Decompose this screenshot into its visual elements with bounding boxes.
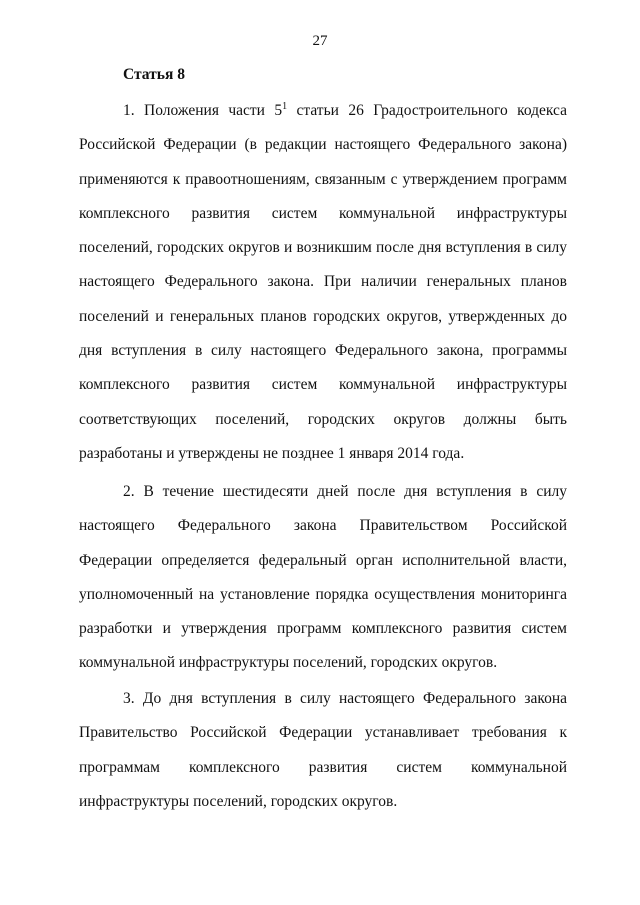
paragraph-1 bbox=[79, 94, 567, 471]
page-number: 27 bbox=[312, 33, 328, 49]
paragraph-3: 3. До дня вступления в силу настоящего Федерального закона Правительство Российской Федерации устанавливает требования к программам комплексного развития систем коммунальной инфраструктуры поселений, городских округов. bbox=[79, 690, 567, 810]
paragraph-1-start: 1. Положения части 5 bbox=[123, 102, 283, 119]
paragraph-2: 2. В течение шестидесяти дней после дня вступления в силу настоящего Федерального закона Правительством Российской Федерации определяется федеральный орган исполнительной власти, уполномоченный на установление порядка осуществления мониторинга разработки и утверждения программ комплексного развития систем коммунальной инфраструктуры поселений, городских округов. bbox=[79, 483, 567, 672]
article-title: Статья 8 bbox=[123, 66, 185, 83]
superscript-index: 1 bbox=[282, 101, 288, 112]
paragraph-1-rest: статьи 26 Градостроительного кодекса Российской Федерации (в редакции настоящего Федерального закона) применяются к правоотношениям, связанным с утверждением программ комплексного развития систем коммунальной инфраструктуры поселений, городских округов и возникшим после дня вступления в силу настоящего Федерального закона. При наличии генеральных планов поселений и генеральных планов городских округов, утвержденных до дня вступления в силу настоящего Федерального закона, программы комплексного развития систем коммунальной инфраструктуры соответствующих поселений, городских округов должны быть разработаны и утверждены не позднее 1 января 2014 года. bbox=[79, 102, 567, 462]
